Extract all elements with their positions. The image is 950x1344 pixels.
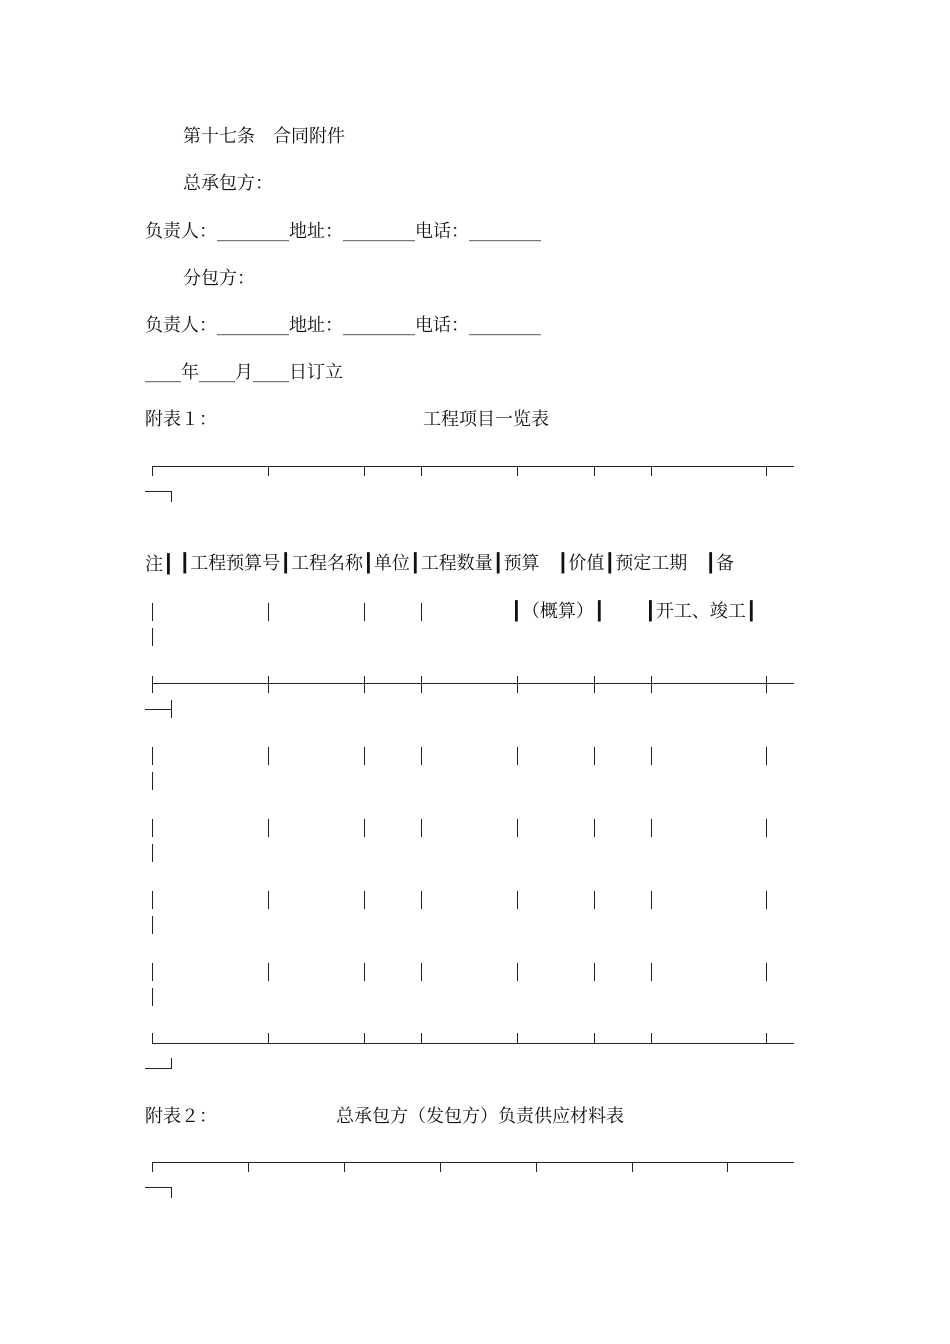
table-rule [421,891,422,909]
header-budget-no: 工程预算号 [190,553,281,574]
table1-top-tick [766,466,767,476]
table-rule [651,891,652,909]
table2-top-tick [536,1162,537,1172]
table1-separator-wrap [145,709,172,710]
col-bar: ┃ [539,553,569,574]
table1-top-tick [152,466,153,476]
table1-top-tick [268,466,269,476]
table2-top-corner [171,1187,172,1198]
table2-top-tick [248,1162,249,1172]
table1-bottom-border-wrap [145,1068,172,1069]
header-project-name: 工程名称 [291,553,364,574]
table1-subheader-budget: ┃（概算）┃ [511,601,605,622]
table2-top-tick [152,1162,153,1172]
table-rule [421,963,422,981]
table1-bottom-tick [421,1033,422,1043]
table1-top-border [152,466,794,467]
table1-top-tick [517,466,518,476]
table2-label: 附表２： [145,1106,217,1127]
table-rule [594,819,595,837]
contractor-contact-line: 负责人：________地址：________电话：________ [145,221,541,242]
table-rule [364,891,365,909]
table2-top-tick [440,1162,441,1172]
table1-header-row [145,528,734,600]
table1-top-tick [594,466,595,476]
table1-sep-tick [594,676,595,693]
table1-sep-tick [651,676,652,693]
table-rule [651,819,652,837]
table-rule [268,747,269,765]
table-rule [594,747,595,765]
col-bar: ┃ [280,553,292,574]
table-rule [766,963,767,981]
table1-sub-bar-wrap [152,628,153,646]
col-bar: ┃ [179,553,191,574]
table-rule [152,819,153,837]
table-rule [594,891,595,909]
header-schedule: 预定工期 [615,553,688,574]
table-rule [766,747,767,765]
table1-bottom-corner [171,1058,172,1068]
table-rule [766,891,767,909]
header-unit: 单位 [373,553,410,574]
signing-date-line: ____年____月____日订立 [145,362,343,383]
subcontractor-label: 分包方： [183,268,255,289]
article-heading: 第十七条 合同附件 [183,126,345,147]
table1-top-tick [651,466,652,476]
table-rule [364,747,365,765]
table1-bottom-tick [594,1033,595,1043]
table1-sub-bar [152,603,153,621]
table2-top-tick [727,1162,728,1172]
table2-top-tick [344,1162,345,1172]
header-value: 价值 [568,553,605,574]
table-rule [152,916,153,934]
table-rule [152,844,153,862]
table1-top-tick [421,466,422,476]
table1-header-wrap: 注┃ [145,554,174,575]
contractor-label: 总承包方： [183,173,273,194]
table-rule [152,963,153,981]
table-rule [517,963,518,981]
table1-top-tick [364,466,365,476]
table-rule [517,819,518,837]
table-rule [364,963,365,981]
table1-bottom-tick [766,1033,767,1043]
table-rule [152,747,153,765]
table1-sub-bar [364,603,365,621]
table2-top-tick [632,1162,633,1172]
header-remarks: 备 [716,553,735,574]
table-rule [421,747,422,765]
table-rule [268,963,269,981]
col-bar: ┃ [687,553,717,574]
table-rule [268,891,269,909]
table1-label: 附表１： [145,409,217,430]
table1-bottom-tick [268,1033,269,1043]
table1-top-corner [171,491,172,502]
table1-sep-tick [517,676,518,693]
table2-title: 总承包方（发包方）负责供应材料表 [336,1106,624,1127]
table1-sep-tick [152,676,153,693]
table1-separator-corner [171,700,172,718]
table1-subheader-schedule: ┃开工、竣工┃ [645,601,757,622]
table-rule [651,963,652,981]
table1-sep-tick [268,676,269,693]
table1-title: 工程项目一览表 [423,409,549,430]
table1-bottom-tick [651,1033,652,1043]
table-rule [651,747,652,765]
table1-sub-bar [421,603,422,621]
table-rule [268,819,269,837]
col-bar: ┃ [492,553,504,574]
table1-bottom-tick [152,1033,153,1043]
table-rule [594,963,595,981]
table-rule [517,891,518,909]
table1-sep-tick [364,676,365,693]
table-rule [421,819,422,837]
header-quantity: 工程数量 [420,553,493,574]
header-budget: 预算 [503,553,540,574]
table-rule [364,819,365,837]
table1-sep-tick [766,676,767,693]
table1-sub-bar [268,603,269,621]
table1-bottom-tick [364,1033,365,1043]
table-rule [152,772,153,790]
subcontractor-contact-line: 负责人：________地址：________电话：________ [145,315,541,336]
table1-sep-tick [421,676,422,693]
table-rule [517,747,518,765]
col-bar: ┃ [604,553,616,574]
table1-top-border-wrap [145,491,172,492]
table1-bottom-tick [517,1033,518,1043]
col-bar: ┃ [363,553,374,574]
table2-top-border-wrap [145,1187,172,1188]
table-rule [766,819,767,837]
col-bar: ┃ [409,553,421,574]
table-rule [152,988,153,1006]
table1-bottom-border [152,1043,794,1044]
table-rule [152,891,153,909]
table1-separator [152,683,794,684]
